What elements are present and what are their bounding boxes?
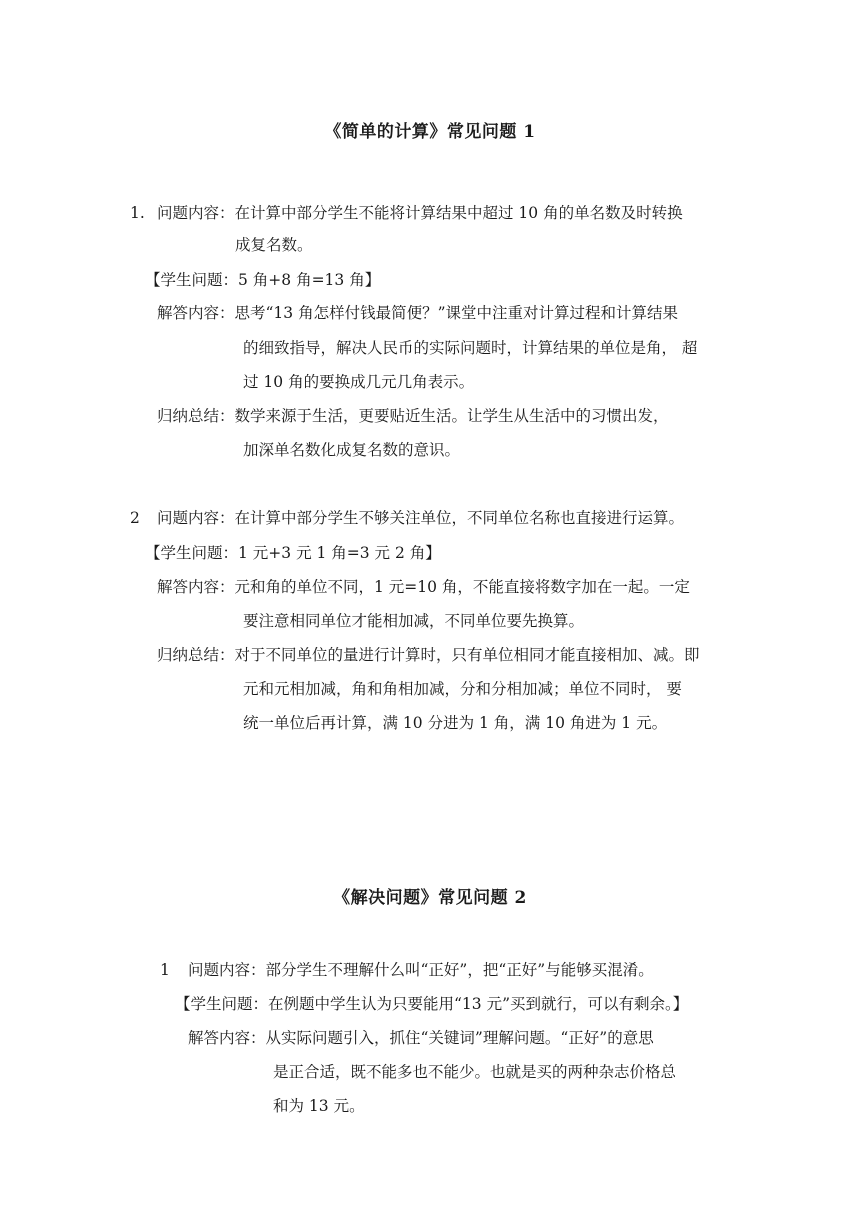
answer-line: 要注意相同单位才能相加减，不同单位要先换算。 [243, 612, 585, 630]
summary-line: 统一单位后再计算，满 10 分进为 1 角，满 10 角进为 1 元。 [243, 714, 668, 732]
student-question: 【学生问题：5 角+8 角=13 角】 [145, 271, 381, 289]
item-number: 2 [130, 509, 140, 527]
question-line: 问题内容：在计算中部分学生不够关注单位，不同单位名称也直接进行运算。 [157, 509, 685, 527]
question-line: 问题内容：部分学生不理解什么叫“正好”，把“正好”与能够买混淆。 [188, 961, 654, 979]
section-title: 《解决问题》常见问题 2 [333, 888, 527, 908]
answer-line: 解答内容：思考“13 角怎样付钱最简便？”课堂中注重对计算过程和计算结果 [157, 304, 679, 322]
answer-line: 和为 13 元。 [273, 1097, 365, 1115]
answer-line: 解答内容：元和角的单位不同，1 元=10 角，不能直接将数字加在一起。一定 [157, 578, 690, 596]
summary-line: 元和元相加减，角和角相加减，分和分相加减；单位不同时， 要 [243, 680, 682, 698]
answer-line: 解答内容：从实际问题引入，抓住“关键词”理解问题。“正好”的意思 [188, 1029, 654, 1047]
summary-line: 加深单名数化成复名数的意识。 [243, 441, 461, 459]
section-title: 《简单的计算》常见问题 1 [324, 122, 536, 142]
student-question: 【学生问题：在例题中学生认为只要能用“13 元”买到就行，可以有剩余。】 [175, 995, 689, 1013]
answer-line: 过 10 角的要换成几元几角表示。 [243, 373, 475, 391]
item-number: 1. [130, 204, 145, 222]
answer-line: 的细致指导，解决人民币的实际问题时，计算结果的单位是角， 超 [243, 339, 698, 357]
summary-line: 归纳总结：对于不同单位的量进行计算时，只有单位相同才能直接相加、减。即 [157, 646, 700, 664]
question-line: 问题内容：在计算中部分学生不能将计算结果中超过 10 角的单名数及时转换 [157, 204, 683, 222]
item-number: 1 [160, 961, 170, 979]
student-question: 【学生问题：1 元+3 元 1 角=3 元 2 角】 [145, 544, 441, 562]
summary-line: 归纳总结：数学来源于生活，更要贴近生活。让学生从生活中的习惯出发， [157, 407, 669, 425]
answer-line: 是正合适，既不能多也不能少。也就是买的两种杂志价格总 [273, 1063, 677, 1081]
question-line: 成复名数。 [235, 236, 313, 254]
